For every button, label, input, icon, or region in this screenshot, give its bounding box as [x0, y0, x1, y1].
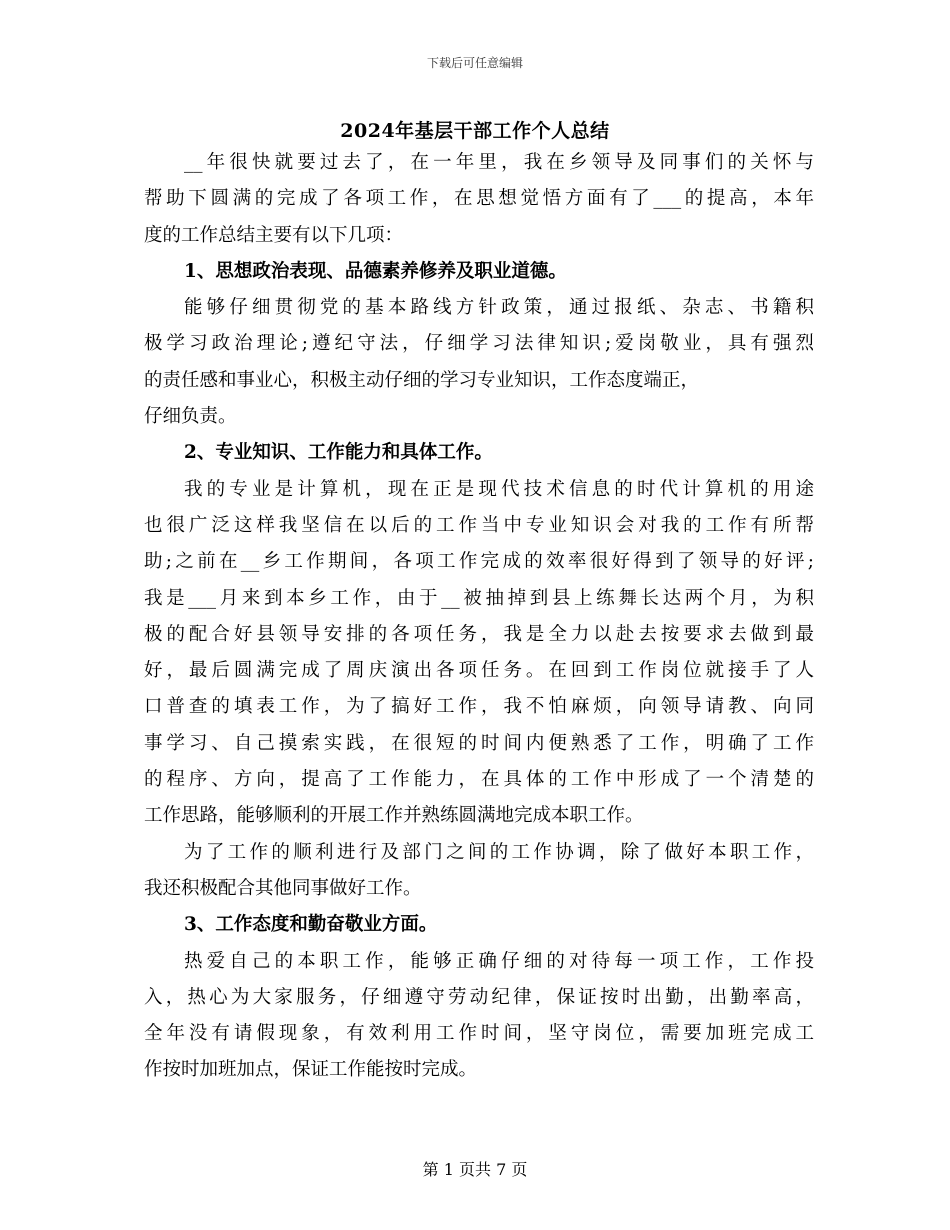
text-line: 我还积极配合其他同事做好工作。 — [144, 877, 422, 899]
text-line: 的程序、方向，提高了工作能力，在具体的工作中形成了一个清楚的 — [144, 769, 814, 791]
text-line: 事学习、自己摸索实践，在很短的时间内便熟悉了工作，明确了工作 — [144, 732, 814, 754]
text-line: 我是___月来到本乡工作，由于__被抽掉到县上练舞长达两个月，为积 — [144, 587, 814, 609]
section-heading: 2、专业知识、工作能力和具体工作。 — [184, 442, 493, 464]
text-line: 助;之前在__乡工作期间，各项工作完成的效率很好得到了领导的好评; — [144, 551, 814, 573]
page-number: 第 1 页共 7 页 — [422, 1160, 528, 1179]
text-line: 度的工作总结主要有以下几项： — [144, 224, 404, 246]
text-line: __年很快就要过去了，在一年里，我在乡领导及同事们的关怀与 — [184, 152, 814, 173]
document-body — [144, 145, 814, 1089]
text-line: 极的配合好县领导安排的各项任务，我是全力以赴去按要求去做到最 — [144, 623, 814, 645]
text-line: 全年没有请假现象，有效利用工作时间，坚守岗位，需要加班完成工 — [144, 1023, 814, 1045]
text-line: 工作思路，能够顺利的开展工作并熟练圆满地完成本职工作。 — [144, 805, 644, 827]
text-line: 热爱自己的本职工作，能够正确仔细的对待每一项工作，工作投 — [184, 950, 814, 972]
text-line: 也很广泛这样我坚信在以后的工作当中专业知识会对我的工作有所帮 — [144, 514, 814, 536]
page-header-note: 下载后可任意编辑 — [426, 56, 523, 70]
text-line: 口普查的填表工作，为了搞好工作，我不怕麻烦，向领导请教、向同 — [144, 696, 814, 718]
document-title: 2024年基层干部工作个人总结 — [340, 120, 610, 142]
text-line: 作按时加班加点，保证工作能按时完成。 — [144, 1059, 478, 1081]
section-heading: 3、工作态度和勤奋敬业方面。 — [184, 914, 438, 936]
text-line: 好，最后圆满完成了周庆演出各项任务。在回到工作岗位就接手了人 — [144, 660, 814, 682]
text-line: 的责任感和事业心，积极主动仔细的学习专业知识，工作态度端正， — [144, 369, 700, 391]
text-line: 入，热心为大家服务，仔细遵守劳动纪律，保证按时出勤，出勤率高， — [144, 986, 814, 1008]
section-heading: 1、思想政治表现、品德素养修养及职业道德。 — [184, 260, 567, 282]
text-line: 为了工作的顺利进行及部门之间的工作协调，除了做好本职工作， — [184, 841, 814, 863]
text-line: 极学习政治理论;遵纪守法，仔细学习法律知识;爱岗敬业，具有强烈 — [144, 333, 814, 355]
text-line: 能够仔细贯彻党的基本路线方针政策，通过报纸、杂志、书籍积 — [184, 297, 814, 319]
text-line: 帮助下圆满的完成了各项工作，在思想觉悟方面有了___的提高，本年 — [144, 188, 814, 210]
text-line: 我的专业是计算机，现在正是现代技术信息的时代计算机的用途 — [184, 478, 814, 500]
text-line: 仔细负责。 — [144, 406, 237, 428]
